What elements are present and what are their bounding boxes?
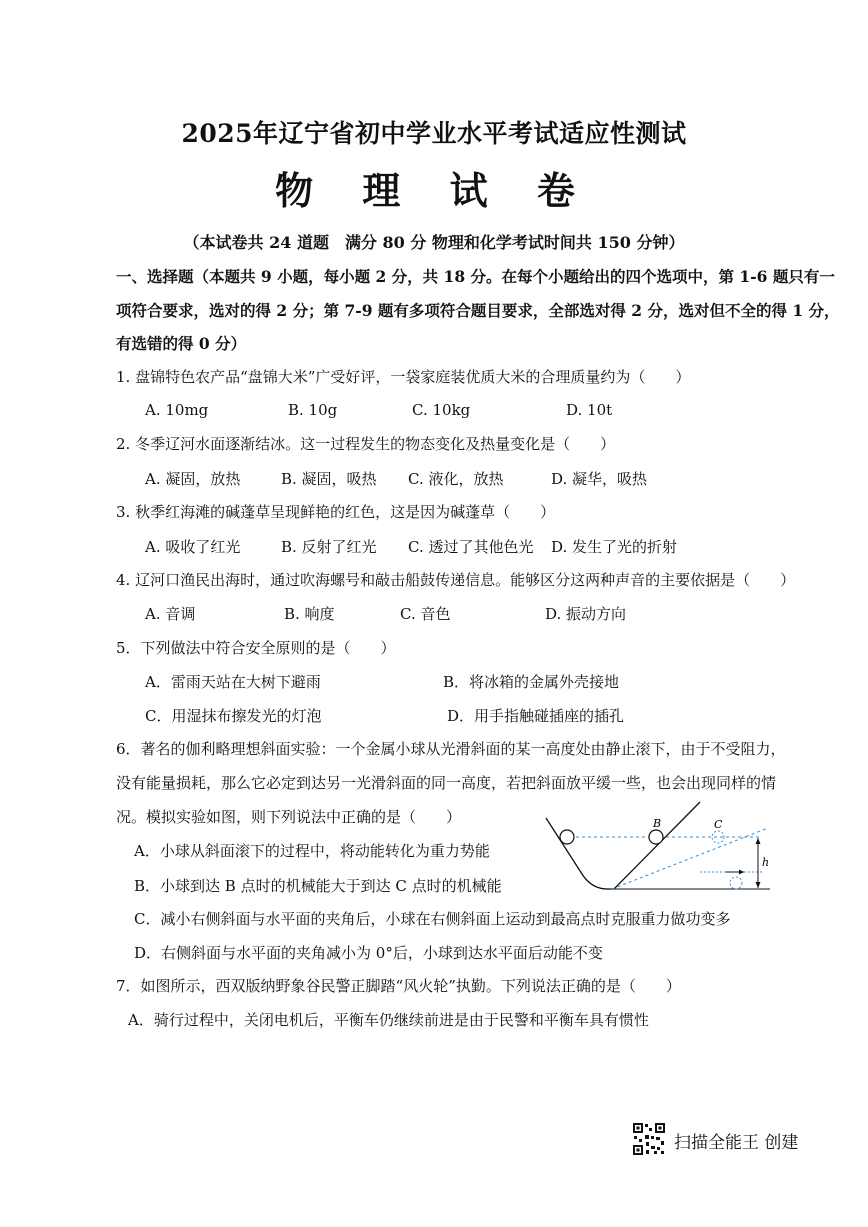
q3-option-b: B. 反射了红光 [281, 538, 377, 556]
q2-option-b: B. 凝固，吸热 [281, 470, 377, 488]
ball-rolling [730, 877, 742, 889]
question-6-stem-line-1: 6．著名的伽利略理想斜面实验：一个金属小球从光滑斜面的某一高度处由静止滚下，由于不受阻力， [116, 740, 786, 758]
q6-option-a: A．小球从斜面滚下的过程中，将动能转化为重力势能 [134, 842, 490, 860]
qr-code-icon [632, 1122, 666, 1156]
q1-option-c: C. 10kg [412, 401, 471, 419]
incline-track [546, 802, 700, 889]
q5-option-b: B．将冰箱的金属外壳接地 [443, 673, 620, 691]
arrow-head-icon [739, 870, 744, 875]
q3-option-a: A. 吸收了红光 [145, 538, 241, 556]
q6-option-c: C．减小右侧斜面与水平面的夹角后，小球在右侧斜面上运动到最高点时克服重力做功变多 [134, 910, 731, 928]
q4-option-a: A. 音调 [145, 605, 196, 623]
exam-info: （本试卷共 24 道题 满分 80 分 物理和化学考试时间共 150 分钟） [183, 233, 685, 252]
scanner-watermark: 扫描全能王 创建 [674, 1133, 799, 1153]
label-h: h [762, 856, 770, 869]
question-6-stem-line-2: 没有能量损耗，那么它必定到达另一光滑斜面的同一高度，若把斜面放平缓一些，也会出现同样的情 [116, 774, 777, 792]
incline-experiment-figure [540, 800, 780, 895]
ball-start [560, 830, 574, 844]
question-6-stem-line-3: 况。模拟实验如图，则下列说法中正确的是（ ） [116, 808, 462, 826]
section-heading-line-1: 一、选择题（本题共 9 小题，每小题 2 分，共 18 分。在每个小题给出的四个选项中，第 1-6 题只有一 [116, 267, 835, 286]
q5-option-a: A．雷雨天站在大树下避雨 [145, 673, 321, 691]
q1-option-d: D. 10t [566, 401, 613, 419]
q2-option-c: C. 液化，放热 [408, 470, 504, 488]
exam-title: 2025年辽宁省初中学业水平考试适应性测试 [181, 119, 687, 148]
q2-option-d: D. 凝华，吸热 [551, 470, 648, 488]
label-c: C [714, 818, 723, 831]
q4-option-b: B. 响度 [284, 605, 335, 623]
question-1-stem: 1. 盘锦特色农产品“盘锦大米”广受好评，一袋家庭装优质大米的合理质量约为（ ） [116, 368, 691, 386]
question-7-stem: 7．如图所示，西双版纳野象谷民警正脚踏“风火轮”执勤。下列说法正确的是（ ） [116, 977, 681, 995]
q1-option-a: A. 10mg [145, 401, 209, 419]
section-heading-line-2: 项符合要求，选对的得 2 分；第 7-9 题有多项符合题目要求，全部选对得 2 分，选对但不全的得 1 分， [116, 301, 840, 320]
q1-option-b: B. 10g [288, 401, 338, 419]
question-4-stem: 4. 辽河口渔民出海时，通过吹海螺号和敲击船鼓传递信息。能够区分这两种声音的主要依据是（ ） [116, 571, 796, 589]
label-b: B [653, 817, 662, 830]
q4-option-d: D. 振动方向 [545, 605, 627, 623]
q7-option-a: A．骑行过程中，关闭电机后，平衡车仍继续前进是由于民警和平衡车具有惯性 [128, 1011, 649, 1029]
question-3-stem: 3. 秋季红海滩的碱蓬草呈现鲜艳的红色，这是因为碱蓬草（ ） [116, 503, 556, 521]
q3-option-c: C. 透过了其他色光 [408, 538, 534, 556]
q4-option-c: C. 音色 [400, 605, 451, 623]
section-heading-line-3: 有选错的得 0 分） [116, 334, 247, 353]
q6-option-d: D．右侧斜面与水平面的夹角减小为 0°后，小球到达水平面后动能不变 [134, 944, 603, 962]
q5-option-c: C．用湿抹布擦发光的灯泡 [145, 707, 322, 725]
q3-option-d: D. 发生了光的折射 [551, 538, 678, 556]
question-5-stem: 5．下列做法中符合安全原则的是（ ） [116, 639, 396, 657]
question-2-stem: 2. 冬季辽河水面逐渐结冰。这一过程发生的物态变化及热量变化是（ ） [116, 435, 616, 453]
ball-b [649, 830, 663, 844]
subject-title: 物 理 试 卷 [275, 168, 593, 213]
q2-option-a: A. 凝固，放热 [145, 470, 241, 488]
q5-option-d: D．用手指触碰插座的插孔 [447, 707, 625, 725]
q6-option-b: B．小球到达 B 点时的机械能大于到达 C 点时的机械能 [134, 877, 502, 895]
